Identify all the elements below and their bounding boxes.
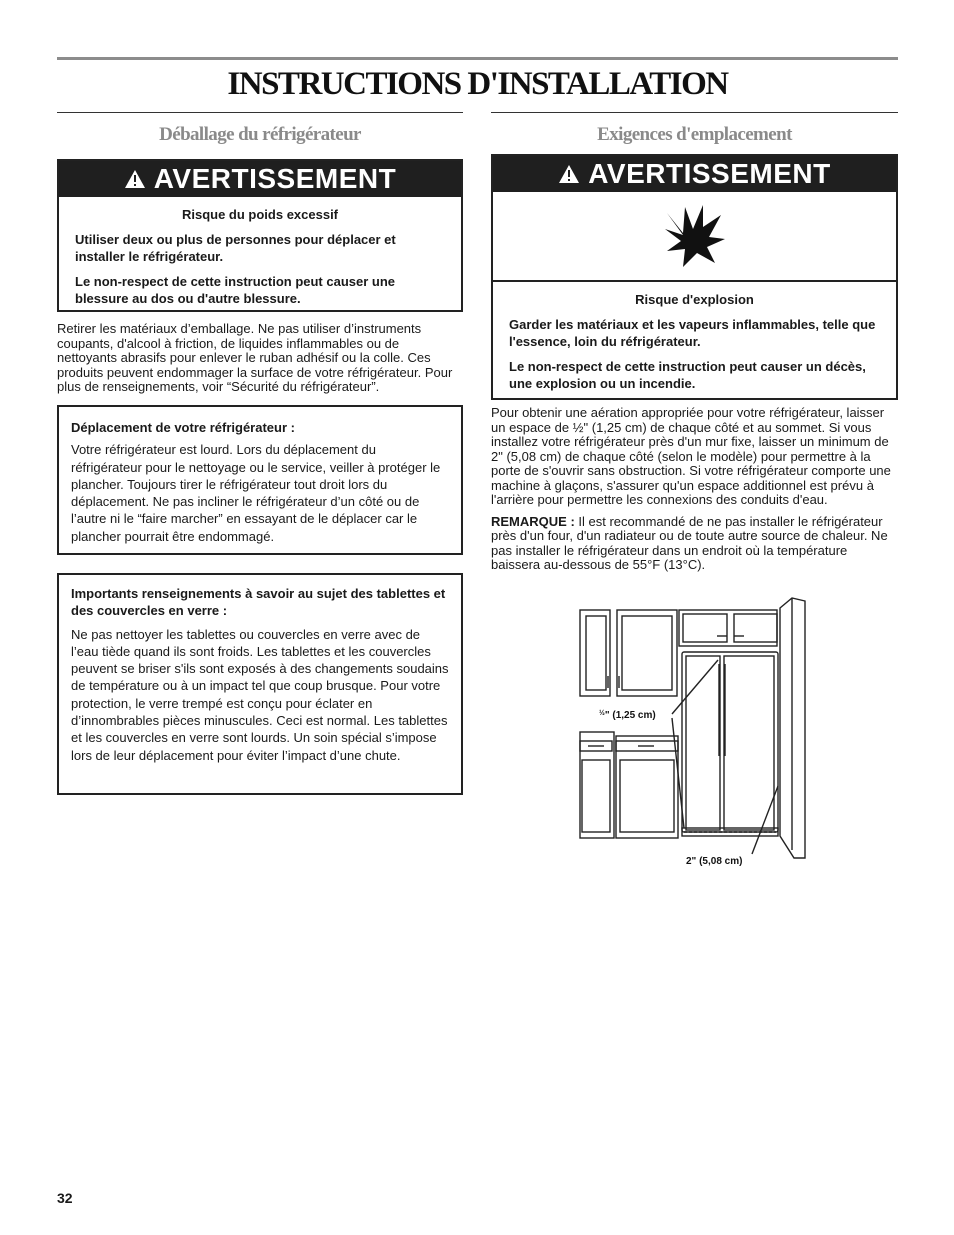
clearance-diagram	[578, 596, 810, 876]
warning-box-weight	[57, 159, 463, 312]
info-box-moving-text: Votre réfrigérateur est lourd. Lors du déplacement du réfrigérateur pour le nettoyage ou le service, veiller à protéger le plancher. Toujours tirer le réfrigérateur tout droit lors du déplacement. Ne pas incliner le réfrigérateur d’un côté ou de l’autre ni le “faire marcher” en essayant de le déplacer car le plancher pourrait être endommagé.	[71, 442, 441, 544]
info-box-moving	[57, 405, 463, 555]
location-text: Pour obtenir une aération appropriée pour votre réfrigérateur, laisser un espace de ½" (1,25 cm) de chaque côté et au sommet. Si vous installez votre réfrigérateur près d'un mur fixe, laisser un minimum de 2" (5,08 cm) de chaque côté (selon le modèle) pour permettre à la porte de s'ouvrir sans obstruction. Si votre réfrigérateur comporte une machine à glaçons, s'assurer qu'un espace additionnel est prévu à l'arrière pour permettre les connexions des conduits d'eau.	[491, 405, 891, 507]
warning-risk: Risque du poids excessif	[181, 207, 339, 222]
info-box-glass	[57, 573, 463, 795]
unpacking-paragraph	[57, 322, 462, 402]
top-rule	[57, 57, 898, 60]
warning-line-1: Garder les matériaux et les vapeurs inflammables, telle que l'essence, loin du réfrigérateur.	[509, 317, 876, 349]
info-box-glass-heading: Importants renseignements à savoir au sujet des tablettes et des couvercles en verre :	[71, 586, 446, 619]
note-text: Il est recommandé de ne pas installer le réfrigérateur près d'un four, d'un radiateur ou de toute autre source de chaleur. Ne pas installer le réfrigérateur dans un endroit où la température baissera au-dessous de 55°F (13°C).	[491, 513, 888, 572]
half-inch-label-value: " (1,25 cm)	[604, 710, 656, 721]
right-column-rule	[491, 112, 898, 113]
warning-line-2: Le non-respect de cette instruction peut causer une blessure au dos ou d'autre blessure.	[75, 274, 396, 306]
info-box-glass-text: Ne pas nettoyer les tablettes ou couvercles en verre avec de l’eau tiède quand ils sont froids. Les tablettes et les couvercles peuvent se briser s'ils sont exposés à des changements soudains de température ou à un impact tel que coup brusque. Pour votre protection, le verre trempé est conçu pour éclater en d’innombrables pièces minuscules. Ceci est normal. Les tablettes et les couvercles en verre sont lourds. Un soin spécial s’impose lors de leur déplacement pour éviter l’impact d’une chute.	[71, 626, 449, 763]
warning-body	[59, 197, 461, 323]
warning-header-label: AVERTISSEMENT	[588, 158, 831, 189]
warning-box-explosion	[491, 154, 898, 400]
two-inch-label: 2" (5,08 cm)	[686, 856, 743, 867]
section-title-emplacement: Exigences d'emplacement	[597, 124, 792, 145]
warning-header	[59, 161, 461, 197]
location-paragraph	[491, 406, 898, 580]
page-number: 32	[57, 1190, 73, 1206]
warning-triangle-icon	[558, 164, 580, 184]
warning-body	[493, 282, 896, 408]
warning-risk: Risque d'explosion	[635, 292, 754, 307]
half-inch-label	[599, 709, 656, 721]
left-column-rule	[57, 112, 463, 113]
explosion-icon	[663, 203, 727, 269]
section-title-deballage: Déballage du réfrigérateur	[159, 124, 361, 145]
warning-line-1: Utiliser deux ou plus de personnes pour déplacer et installer le réfrigérateur.	[75, 232, 396, 264]
explosion-icon-panel	[493, 192, 896, 282]
warning-header-label: AVERTISSEMENT	[153, 163, 397, 194]
page-title: INSTRUCTIONS D'INSTALLATION	[227, 66, 728, 102]
note-label: REMARQUE :	[491, 513, 575, 529]
info-box-moving-heading: Déplacement de votre réfrigérateur :	[71, 420, 295, 435]
warning-header	[493, 156, 896, 192]
warning-triangle-icon	[124, 169, 146, 189]
location-note	[491, 515, 898, 573]
unpacking-text: Retirer les matériaux d’emballage. Ne pas utiliser d’instruments coupants, d'alcool à friction, de liquides inflammables ou de nettoyants abrasifs pour enlever le ruban adhésif ou la colle. Ces produits peuvent endommager la surface de votre réfrigérateur. Pour plus de renseignements, voir “Sécurité du réfrigérateur”.	[57, 321, 453, 394]
half-inch-label-fraction: ½	[599, 710, 605, 717]
warning-line-2: Le non-respect de cette instruction peut causer un décès, une explosion ou un incendie.	[509, 359, 866, 391]
